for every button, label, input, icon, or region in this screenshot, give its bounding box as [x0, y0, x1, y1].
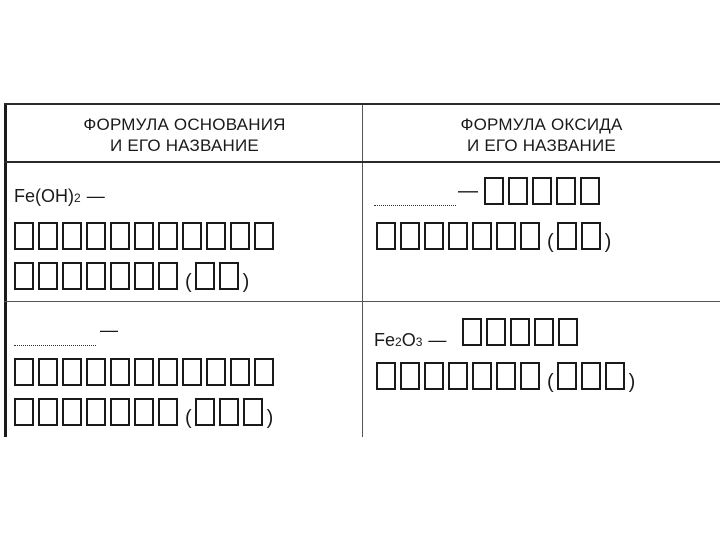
- blank-formula-dash: [100, 320, 118, 341]
- letter-box[interactable]: [62, 398, 82, 426]
- header-oxide-formula: [363, 114, 720, 156]
- letter-box[interactable]: [496, 222, 516, 250]
- letter-box[interactable]: [580, 177, 600, 205]
- header-top-line: [4, 103, 720, 105]
- paren-open: (: [547, 370, 554, 393]
- letter-box[interactable]: [230, 222, 250, 250]
- letter-box[interactable]: [206, 222, 226, 250]
- letter-box[interactable]: [424, 222, 444, 250]
- header-base-line2: И ЕГО НАЗВАНИЕ: [110, 136, 259, 155]
- letter-box[interactable]: [86, 222, 106, 250]
- letter-box[interactable]: [557, 222, 577, 250]
- letter-box[interactable]: [557, 362, 577, 390]
- paren-open: (: [185, 406, 192, 429]
- letter-box[interactable]: [496, 362, 516, 390]
- letter-box[interactable]: [605, 362, 625, 390]
- paren-close: ): [242, 270, 250, 293]
- letter-box[interactable]: [376, 222, 396, 250]
- letter-box[interactable]: [400, 362, 420, 390]
- letter-box[interactable]: [472, 362, 492, 390]
- letter-box[interactable]: [14, 222, 34, 250]
- letter-box[interactable]: [14, 262, 34, 290]
- letter-box[interactable]: [86, 358, 106, 386]
- letter-box[interactable]: [254, 358, 274, 386]
- answer-boxes-row: [376, 222, 614, 253]
- letter-box[interactable]: [110, 262, 130, 290]
- letter-box[interactable]: [38, 358, 58, 386]
- letter-box[interactable]: [558, 318, 578, 346]
- letter-box[interactable]: [62, 222, 82, 250]
- letter-box[interactable]: [38, 262, 58, 290]
- answer-boxes-row: [14, 222, 278, 250]
- letter-box[interactable]: [472, 222, 492, 250]
- formula-main: Fe(OH): [14, 186, 74, 206]
- header-bottom-line: [4, 161, 720, 163]
- letter-box[interactable]: [62, 262, 82, 290]
- formula-dash: —: [86, 186, 105, 206]
- letter-box[interactable]: [182, 222, 202, 250]
- letter-box[interactable]: [14, 358, 34, 386]
- answer-boxes-row: [14, 358, 278, 386]
- header-oxide-line2: И ЕГО НАЗВАНИЕ: [467, 136, 616, 155]
- paren-open: (: [547, 230, 554, 253]
- header-base-line1: ФОРМУЛА ОСНОВАНИЯ: [83, 115, 286, 134]
- letter-box[interactable]: [62, 358, 82, 386]
- letter-box[interactable]: [462, 318, 482, 346]
- base-formula-feoh2: Fe(OH) 2 —: [14, 186, 105, 206]
- blank-formula-line[interactable]: [374, 205, 456, 206]
- letter-box[interactable]: [484, 177, 504, 205]
- letter-box[interactable]: [158, 398, 178, 426]
- letter-box[interactable]: [219, 262, 239, 290]
- formula-element-fe: Fe: [374, 330, 396, 350]
- answer-boxes-row: [462, 318, 582, 346]
- letter-box[interactable]: [110, 398, 130, 426]
- letter-box[interactable]: [110, 222, 130, 250]
- letter-box[interactable]: [448, 362, 468, 390]
- letter-box[interactable]: [448, 222, 468, 250]
- letter-box[interactable]: [110, 358, 130, 386]
- letter-box[interactable]: [134, 398, 154, 426]
- letter-box[interactable]: [38, 222, 58, 250]
- letter-box[interactable]: [182, 358, 202, 386]
- letter-box[interactable]: [534, 318, 554, 346]
- letter-box[interactable]: [556, 177, 576, 205]
- formula-dash: —: [458, 179, 478, 202]
- letter-box[interactable]: [581, 362, 601, 390]
- formula-element-o: O: [401, 330, 416, 350]
- header-base-formula: [7, 114, 362, 156]
- paren-open: (: [185, 270, 192, 293]
- letter-box[interactable]: [230, 358, 250, 386]
- blank-formula-line[interactable]: [14, 345, 96, 346]
- letter-box[interactable]: [219, 398, 239, 426]
- letter-box[interactable]: [376, 362, 396, 390]
- letter-box[interactable]: [134, 262, 154, 290]
- letter-box[interactable]: [581, 222, 601, 250]
- letter-box[interactable]: [86, 262, 106, 290]
- letter-box[interactable]: [38, 398, 58, 426]
- answer-boxes-row: [376, 362, 638, 393]
- paren-close: ): [604, 230, 612, 253]
- paren-close: ): [266, 406, 274, 429]
- letter-box[interactable]: [206, 358, 226, 386]
- letter-box[interactable]: [510, 318, 530, 346]
- paren-close: ): [628, 370, 636, 393]
- answer-boxes-row: [14, 398, 276, 429]
- letter-box[interactable]: [134, 222, 154, 250]
- letter-box[interactable]: [400, 222, 420, 250]
- letter-box[interactable]: [424, 362, 444, 390]
- letter-box[interactable]: [158, 358, 178, 386]
- letter-box[interactable]: [14, 398, 34, 426]
- letter-box[interactable]: [134, 358, 154, 386]
- header-oxide-line1: ФОРМУЛА ОКСИДА: [460, 115, 623, 134]
- oxide-formula-fe2o3: Fe 2 O 3 —: [374, 330, 447, 350]
- formula-dash: —: [100, 320, 118, 340]
- formula-dash: —: [428, 330, 447, 350]
- row-divider: [4, 301, 720, 302]
- letter-box[interactable]: [195, 262, 215, 290]
- answer-boxes-row: [456, 177, 604, 205]
- letter-box[interactable]: [520, 362, 540, 390]
- letter-box[interactable]: [532, 177, 552, 205]
- letter-box[interactable]: [158, 222, 178, 250]
- answer-boxes-row: [14, 262, 252, 293]
- letter-box[interactable]: [195, 398, 215, 426]
- letter-box[interactable]: [86, 398, 106, 426]
- letter-box[interactable]: [158, 262, 178, 290]
- letter-box[interactable]: [243, 398, 263, 426]
- letter-box[interactable]: [508, 177, 528, 205]
- letter-box[interactable]: [520, 222, 540, 250]
- letter-box[interactable]: [254, 222, 274, 250]
- letter-box[interactable]: [486, 318, 506, 346]
